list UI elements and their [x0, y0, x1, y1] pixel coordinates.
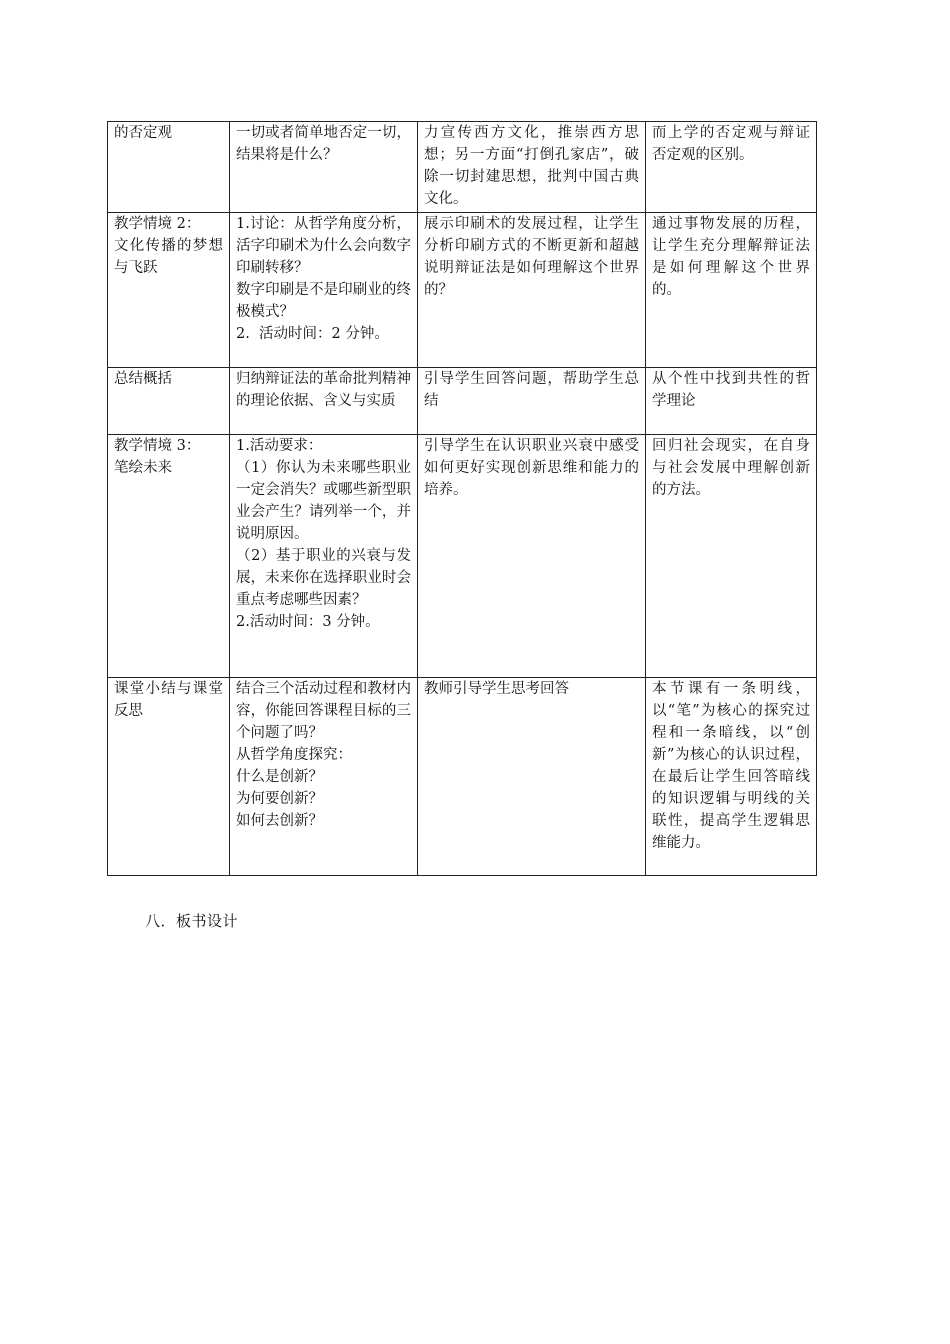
table-row	[108, 122, 817, 213]
stage-cell: 教学情境 3： 笔绘未来	[108, 435, 230, 678]
intent-cell: 回归社会现实，在自身与社会发展中理解创新的方法。	[646, 435, 817, 678]
lesson-plan-table	[107, 121, 817, 876]
intent-cell: 本节课有一条明线，以“笔”为核心的探究过程和一条暗线，以“创新”为核心的认识过程，在最后让学生回答暗线的知识逻辑与明线的关联性，提高学生逻辑思维能力。	[646, 678, 817, 876]
teacher-cell: 教师引导学生思考回答	[418, 678, 646, 876]
table-row	[108, 678, 817, 876]
activity-cell: 1.讨论：从哲学角度分析，活字印刷术为什么会向数字印刷转移？ 数字印刷是不是印刷业的终极模式？ 2. 活动时间：2 分钟。	[230, 213, 418, 368]
stage-cell: 课堂小结与课堂反思	[108, 678, 230, 876]
stage-cell: 的否定观	[108, 122, 230, 213]
teacher-cell: 展示印刷术的发展过程，让学生分析印刷方式的不断更新和超越说明辩证法是如何理解这个世界的？	[418, 213, 646, 368]
activity-cell: 结合三个活动过程和教材内容，你能回答课程目标的三个问题了吗？ 从哲学角度探究： 什么是创新？ 为何要创新？ 如何去创新？	[230, 678, 418, 876]
table-row	[108, 435, 817, 678]
activity-cell: 1.活动要求： （1）你认为未来哪些职业一定会消失？或哪些新型职业会产生？请列举一个，并说明原因。 （2）基于职业的兴衰与发展，未来你在选择职业时会重点考虑哪些因素？ 2.活动时间：3 分钟。	[230, 435, 418, 678]
section-heading: 八．板书设计	[145, 912, 239, 930]
stage-cell: 教学情境 2： 文化传播的梦想与飞跃	[108, 213, 230, 368]
teacher-cell: 力宣传西方文化，推崇西方思想；另一方面“打倒孔家店”，破除一切封建思想，批判中国古典文化。	[418, 122, 646, 213]
intent-cell: 而上学的否定观与辩证否定观的区别。	[646, 122, 817, 213]
teacher-cell: 引导学生在认识职业兴衰中感受如何更好实现创新思维和能力的培养。	[418, 435, 646, 678]
table-row	[108, 213, 817, 368]
stage-cell: 总结概括	[108, 368, 230, 435]
table-row	[108, 368, 817, 435]
activity-cell: 一切或者简单地否定一切，结果将是什么？	[230, 122, 418, 213]
intent-cell: 从个性中找到共性的哲学理论	[646, 368, 817, 435]
activity-cell: 归纳辩证法的革命批判精神的理论依据、含义与实质	[230, 368, 418, 435]
teacher-cell: 引导学生回答问题，帮助学生总结	[418, 368, 646, 435]
intent-cell: 通过事物发展的历程，让学生充分理解辩证法是如何理解这个世界的。	[646, 213, 817, 368]
